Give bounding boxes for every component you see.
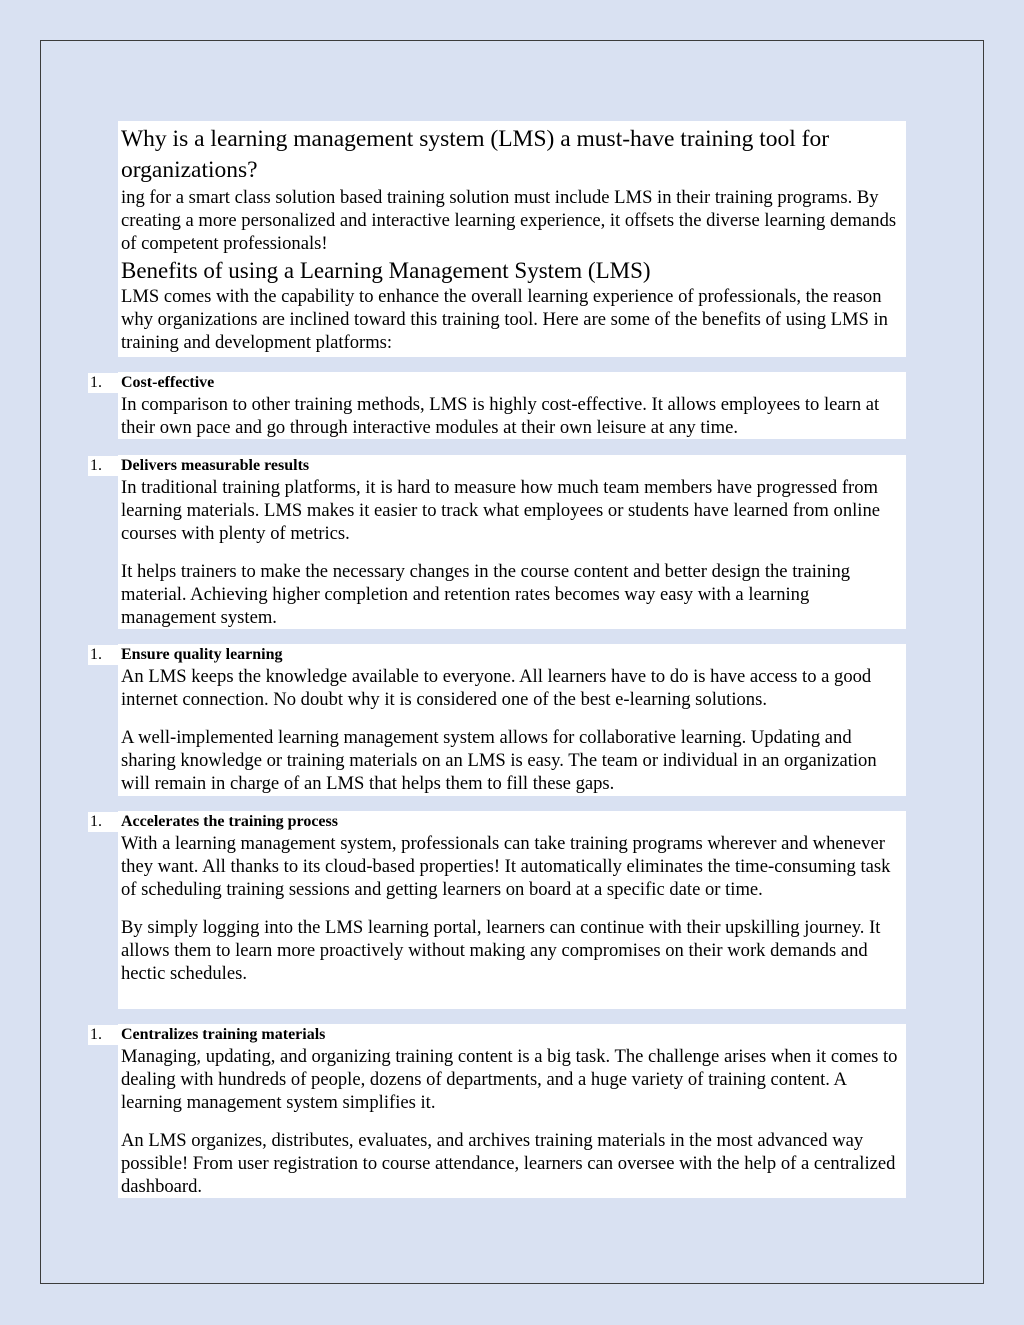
item-paragraph: In comparison to other training methods, LMS is highly cost-effective. It allows employees to learn at their own pace and go through interactive modules at their own leisure at any time. (121, 394, 880, 438)
item-title: Accelerates the training process (121, 813, 338, 830)
intro-section (118, 121, 906, 357)
list-item-measurable-results (118, 455, 906, 629)
item-title: Delivers measurable results (121, 457, 310, 474)
intro-paragraph: ing for a smart class solution based training solution must include LMS in their training programs. By creating a more personalized and interactive learning experience, it offsets the diverse learning demands of competent professionals! (121, 187, 897, 254)
benefits-intro-paragraph: LMS comes with the capability to enhance the overall learning experience of professionals, the reason why organizations are inclined toward this training tool. Here are some of the benefits of using LMS in training and development platforms: (121, 286, 888, 353)
list-item-cost-effective (118, 372, 906, 439)
item-paragraph: It helps trainers to make the necessary changes in the course content and better design the training material. Achieving higher completion and retention rates becomes way easy with a learning management system. (121, 561, 851, 628)
page-title: Why is a learning management system (LMS) a must-have training tool for organizations? (121, 126, 830, 183)
list-number: 1. (88, 812, 118, 832)
list-number: 1. (88, 1025, 118, 1045)
item-paragraph: By simply logging into the LMS learning portal, learners can continue with their upskilling journey. It allows them to learn more proactively without making any compromises on their work demands and hectic schedules. (121, 917, 881, 984)
benefits-heading: Benefits of using a Learning Management System (LMS) (121, 258, 651, 283)
item-paragraph: In traditional training platforms, it is hard to measure how much team members have progressed from learning materials. LMS makes it easier to track what employees or students have learned from online courses with plenty of metrics. (121, 477, 881, 544)
item-paragraph: An LMS organizes, distributes, evaluates, and archives training materials in the most advanced way possible! From user registration to course attendance, learners can oversee with the help of a centralized dashboard. (121, 1130, 896, 1197)
list-item-centralizes-materials (118, 1024, 906, 1198)
list-item-accelerates-training (118, 811, 906, 1009)
list-number: 1. (88, 645, 118, 665)
item-paragraph: Managing, updating, and organizing training content is a big task. The challenge arises when it comes to dealing with hundreds of people, dozens of departments, and a huge variety of training content. A learning management system simplifies it. (121, 1046, 898, 1113)
list-item-quality-learning (118, 644, 906, 796)
list-number: 1. (88, 373, 118, 393)
item-title: Centralizes training materials (121, 1026, 326, 1043)
item-paragraph: An LMS keeps the knowledge available to everyone. All learners have to do is have access to a good internet connection. No doubt why it is considered one of the best e-learning solutions. (121, 666, 872, 710)
item-title: Cost-effective (121, 374, 215, 391)
list-number: 1. (88, 456, 118, 476)
item-paragraph: With a learning management system, professionals can take training programs wherever and whenever they want. All thanks to its cloud-based properties! It automatically eliminates the time-consuming task of scheduling training sessions and getting learners on board at a specific date or time. (121, 833, 891, 900)
item-title: Ensure quality learning (121, 646, 283, 663)
item-paragraph: A well-implemented learning management system allows for collaborative learning. Updating and sharing knowledge or training materials on an LMS is easy. The team or individual in an organization will remain in charge of an LMS that helps them to fill these gaps. (121, 727, 877, 794)
